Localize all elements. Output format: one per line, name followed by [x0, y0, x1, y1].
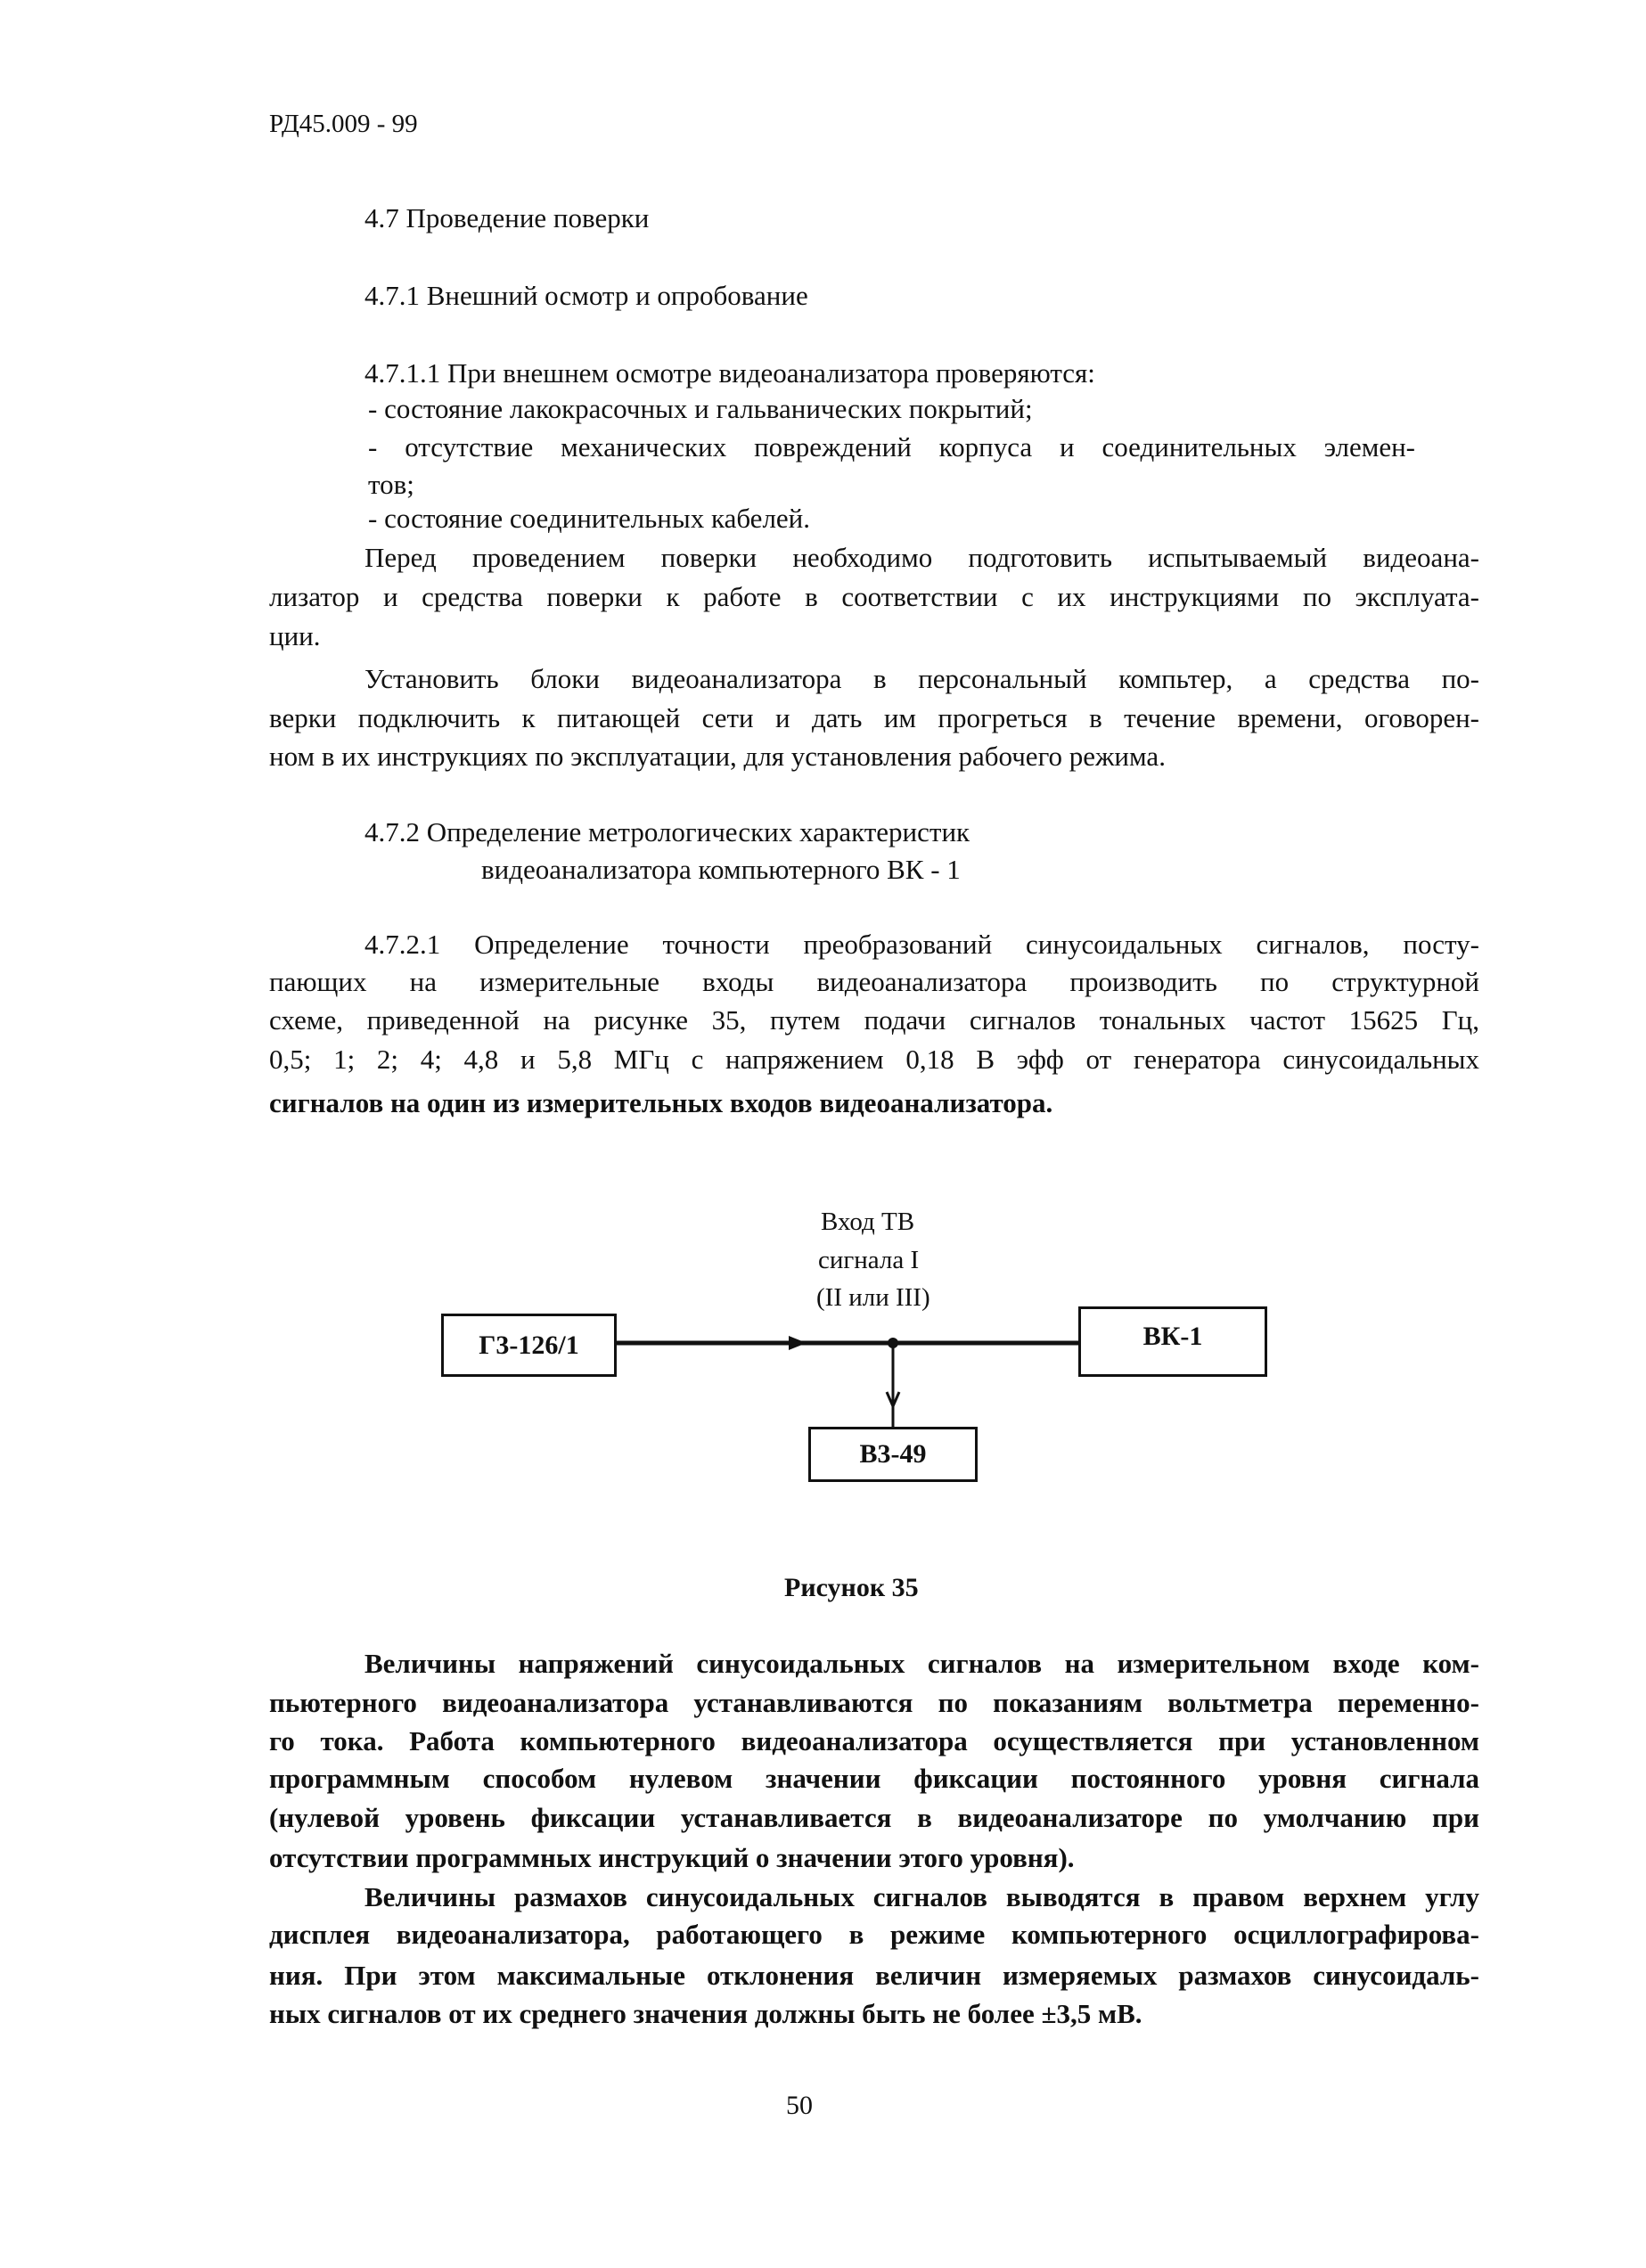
input-label: сигнала I [818, 1246, 920, 1274]
document-code: РД45.009 - 99 [269, 110, 418, 138]
analyzer-label: ВК-1 [1142, 1322, 1203, 1351]
paragraph-line: программным способом нулевом значении фиксации постоянного уровня сигнала [269, 1763, 1479, 1794]
paragraph-line: Величины напряжений синусоидальных сигналов на измерительном входе ком- [364, 1648, 1479, 1679]
paragraph-line: схеме, приведенной на рисунке 35, путем подачи сигналов тональных частот 15625 Гц, [269, 1004, 1479, 1036]
paragraph-line: ции. [269, 620, 321, 651]
figure-caption: Рисунок 35 [784, 1573, 919, 1602]
paragraph-line: верки подключить к питающей сети и дать им прогреться в течение времени, оговорен- [269, 702, 1479, 733]
paragraph-line: Установить блоки видеоанализатора в персональный компьтер, а средства по- [364, 663, 1479, 694]
list-item-continuation: тов; [368, 469, 414, 500]
paragraph-line: Величины размахов синусоидальных сигналов выводятся в правом верхнем углу [364, 1881, 1479, 1912]
page-number: 50 [786, 2091, 813, 2120]
paragraph-line: пьютерного видеоанализатора устанавливаются по показаниям вольтметра переменно- [269, 1687, 1479, 1718]
paragraph-line: ния. При этом максимальные отклонения величин измеряемых размахов синусоидаль- [269, 1960, 1479, 1991]
input-label: Вход ТВ [821, 1208, 915, 1236]
section-heading-4-7-2: видеоанализатора компьютерного ВК - 1 [481, 854, 961, 885]
list-item: - отсутствие механических повреждений корпуса и соединительных элемен- [368, 431, 1415, 463]
paragraph-line: 0,5; 1; 2; 4; 4,8 и 5,8 МГц с напряжением 0,18 В эфф от генератора синусоидальных [269, 1044, 1479, 1075]
paragraph-line: го тока. Работа компьютерного видеоанализатора осуществляется при установленном [269, 1725, 1479, 1756]
section-heading-4-7-1: 4.7.1 Внешний осмотр и опробование [364, 280, 808, 311]
list-item: - состояние лакокрасочных и гальванических покрытий; [368, 393, 1033, 424]
paragraph-line: ных сигналов от их среднего значения должны быть не более ±3,5 мВ. [269, 1998, 1142, 2029]
arrow-right-icon [789, 1336, 807, 1350]
input-label: (II или III) [816, 1283, 930, 1312]
paragraph-line: дисплея видеоанализатора, работающего в режиме компьютерного осциллографирова- [269, 1919, 1479, 1950]
paragraph-line: 4.7.1.1 При внешнем осмотре видеоанализатора проверяются: [364, 357, 1095, 389]
paragraph-line: ном в их инструкциях по эксплуатации, для установления рабочего режима. [269, 741, 1166, 772]
section-heading-4-7: 4.7 Проведение поверки [364, 202, 650, 233]
list-item: - состояние соединительных кабелей. [368, 503, 811, 534]
paragraph-line: отсутствии программных инструкций о значении этого уровня). [269, 1842, 1075, 1873]
paragraph-line: Перед проведением поверки необходимо подготовить испытываемый видеоана- [364, 542, 1479, 573]
paragraph-line: 4.7.2.1 Определение точности преобразований синусоидальных сигналов, посту- [364, 929, 1479, 960]
paragraph-line: сигналов на один из измерительных входов видеоанализатора. [269, 1087, 1053, 1118]
paragraph-line: (нулевой уровень фиксации устанавливается в видеоанализаторе по умолчанию при [269, 1802, 1479, 1833]
voltmeter-label: В3-49 [859, 1439, 927, 1469]
paragraph-line: пающих на измерительные входы видеоанализатора производить по структурной [269, 966, 1479, 997]
section-heading-4-7-2: 4.7.2 Определение метрологических характеристик [364, 816, 970, 847]
generator-label: Г3-126/1 [479, 1330, 579, 1360]
paragraph-line: лизатор и средства поверки к работе в соответствии с их инструкциями по эксплуата- [269, 581, 1479, 612]
